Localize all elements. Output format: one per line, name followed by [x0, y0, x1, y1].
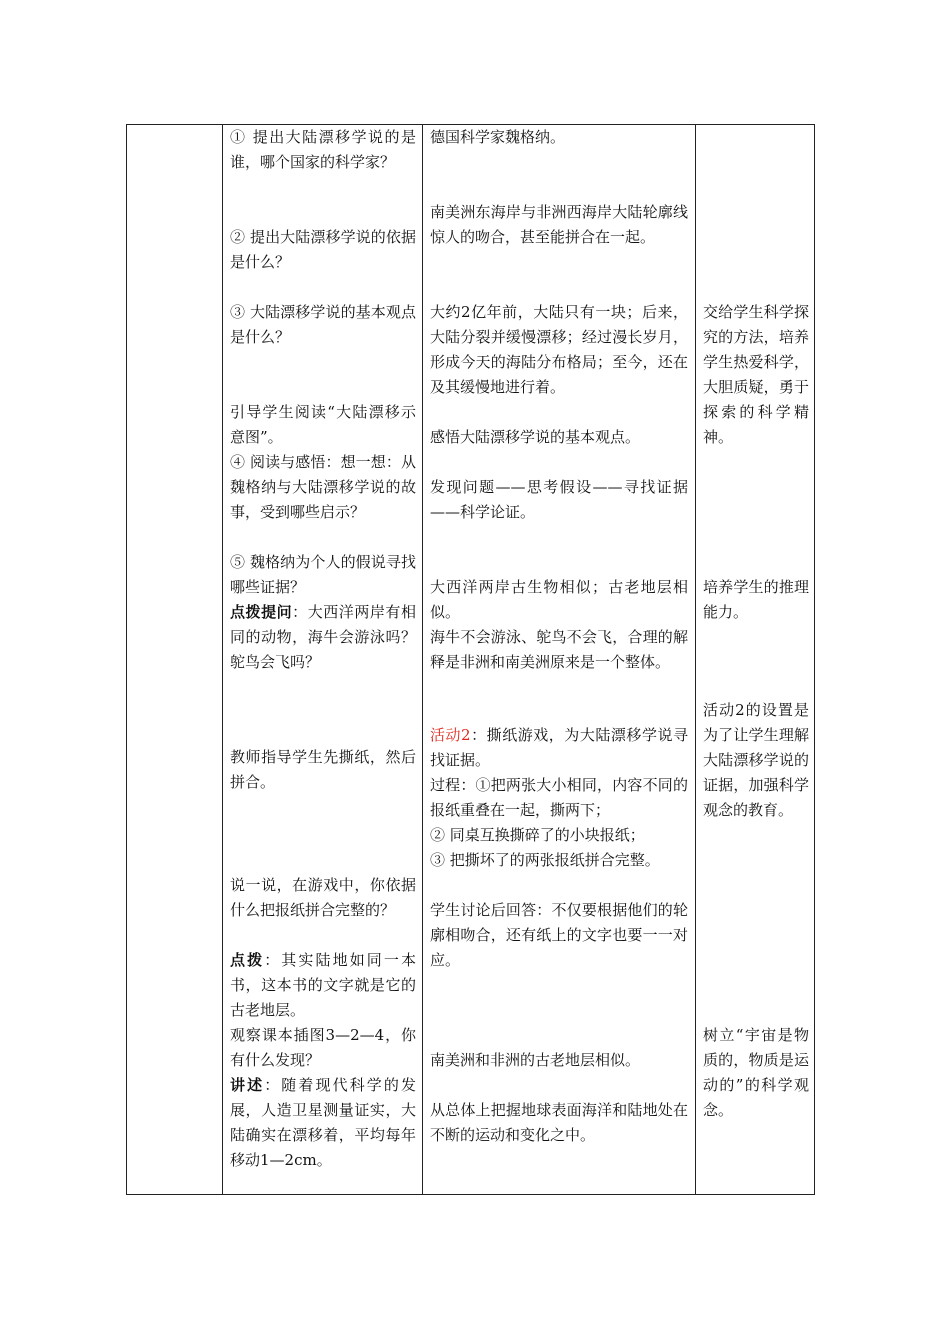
intent-3: 活动2的设置是为了让学生理解大陆漂移学说的证据，加强科学观念的教育。	[703, 701, 809, 819]
hint-question-label: 点拨提问	[230, 603, 293, 621]
step-2: ② 同桌互换撕碎了的小块报纸；	[430, 826, 645, 844]
column-empty	[127, 125, 222, 1194]
answer-1: 德国科学家魏格纳。	[430, 128, 566, 146]
strata-similar: 南美洲和非洲的古老地层相似。	[430, 1051, 641, 1069]
hint-question	[230, 600, 416, 675]
column-student-activity	[430, 125, 688, 1194]
discussion-answer: 学生讨论后回答：不仅要根据他们的轮廓相吻合，还有纸上的文字也要一一对应。	[430, 901, 688, 969]
intent-2: 培养学生的推理能力。	[703, 578, 809, 621]
answer-6: 海牛不会游泳、鸵鸟不会飞，合理的解释是非洲和南美洲原来是一个整体。	[430, 628, 688, 671]
answer-3: 大约2亿年前，大陆只有一块；后来，大陆分裂并缓慢漂移；经过漫长岁月，形成今天的海陆分布格局；至今，还在及其缓慢地进行着。	[430, 303, 688, 396]
hint-explanation-label: 点拨	[230, 951, 265, 969]
answer-2: 南美洲东海岸与非洲西海岸大陆轮廓线惊人的吻合，甚至能拼合在一起。	[430, 203, 688, 246]
column-teacher-activity	[230, 125, 416, 1194]
step-3: ③ 把撕坏了的两张报纸拼合完整。	[430, 851, 660, 869]
answer-4: 发现问题——思考假设——寻找证据——科学论证。	[430, 478, 688, 521]
answer-3b: 感悟大陆漂移学说的基本观点。	[430, 428, 641, 446]
observe-question: 观察课本插图3—2—4，你有什么发现？	[230, 1026, 416, 1069]
hint-explanation-text: ：其实陆地如同一本书，这本书的文字就是它的古老地层。	[230, 951, 416, 1019]
lecture-label: 讲述	[230, 1076, 265, 1094]
hint-explanation	[230, 948, 416, 1023]
overall-view: 从总体上把握地球表面海洋和陆地处在不断的运动和变化之中。	[430, 1101, 688, 1144]
column-divider	[422, 125, 423, 1194]
question-2: ② 提出大陆漂移学说的依据是什么？	[230, 228, 416, 271]
column-divider	[222, 125, 223, 1194]
intent-4: 树立“宇宙是物质的，物质是运动的”的科学观念。	[703, 1026, 809, 1119]
question-3: ③ 大陆漂移学说的基本观点是什么？	[230, 303, 416, 346]
say-question: 说一说，在游戏中，你依据什么把报纸拼合完整的？	[230, 876, 416, 919]
lecture-text: ：随着现代科学的发展，人造卫星测量证实，大陆确实在漂移着，平均每年移动1—2cm。	[230, 1076, 416, 1169]
column-divider	[695, 125, 696, 1194]
process: 过程：①把两张大小相同，内容不同的报纸重叠在一起，撕两下；	[430, 776, 688, 819]
question-1: ① 提出大陆漂移学说的是谁，哪个国家的科学家？	[230, 128, 416, 171]
intent-1: 交给学生科学探究的方法，培养学生热爱科学，大胆质疑，勇于探索的科学精神。	[703, 303, 809, 446]
answer-5: 大西洋两岸古生物相似；古老地层相似。	[430, 578, 688, 621]
activity-2-label: 活动2	[430, 726, 471, 744]
column-design-intent	[703, 125, 809, 1194]
activity-2-text: ：撕纸游戏，为大陆漂移学说寻找证据。	[430, 726, 688, 769]
lesson-table	[126, 124, 815, 1195]
lecture	[230, 1073, 416, 1173]
activity-2	[430, 723, 688, 773]
hint-question-text: ：大西洋两岸有相同的动物，海牛会游泳吗？鸵鸟会飞吗？	[230, 603, 416, 671]
question-5: ⑤ 魏格纳为个人的假说寻找哪些证据？	[230, 553, 416, 596]
question-4: ④ 阅读与感悟：想一想：从魏格纳与大陆漂移学说的故事，受到哪些启示？	[230, 453, 416, 521]
teacher-instruction: 教师指导学生先撕纸，然后拼合。	[230, 748, 416, 791]
guide-reading: 引导学生阅读“大陆漂移示意图”。	[230, 403, 416, 446]
